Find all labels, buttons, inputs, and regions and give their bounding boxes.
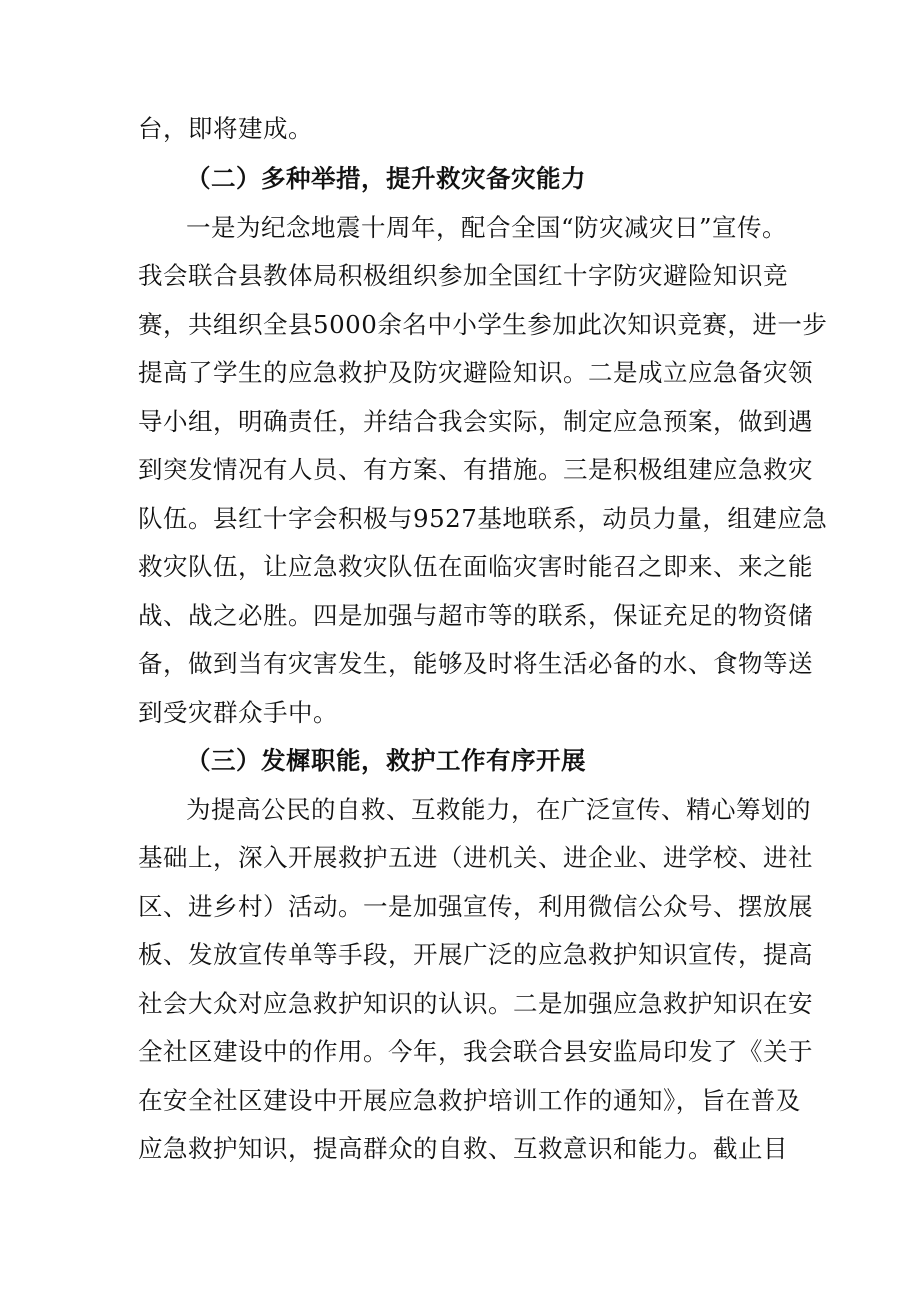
paragraph-line: 基础上，深入开展救护五进（进机关、进企业、进学校、进社 [138,843,813,872]
paragraph-line: 应急救护知识，提高群众的自救、互救意识和能力。截止目 [138,1134,788,1163]
paragraph-line: 板、发放宣传单等手段，开展广泛的应急救护知识宣传，提高 [138,940,813,969]
paragraph-line: 备，做到当有灾害发生，能够及时将生活必备的水、食物等送 [138,649,813,678]
paragraph-line: 导小组，明确责任，并结合我会实际，制定应急预案，做到遇 [138,407,813,436]
paragraph-line: 战、战之必胜。四是加强与超市等的联系，保证充足的物资储 [138,601,813,630]
paragraph-line: 到突发情况有人员、有方案、有措施。三是积极组建应急救灾 [138,455,813,484]
paragraph-line: 提高了学生的应急救护及防灾避险知识。二是成立应急备灾领 [138,358,813,387]
paragraph-line: 在安全社区建设中开展应急救护培训工作的通知》，旨在普及 [138,1086,801,1115]
paragraph-line: 我会联合县教体局积极组织参加全国红十字防灾避险知识竞 [138,261,788,290]
section-heading-2: （二）多种举措，提升救灾备灾能力 [186,164,586,193]
paragraph-line: 队伍。县红十字会积极与9527基地联系，动员力量，组建应急 [138,504,828,533]
paragraph-line: 社会大众对应急救护知识的认识。二是加强应急救护知识在安 [138,989,813,1018]
paragraph-line: 一是为纪念地震十周年，配合全国“防灾减灾日”宣传。 [186,213,788,242]
paragraph-line: 赛，共组织全县5000余名中小学生参加此次知识竞赛，进一步 [138,310,828,339]
paragraph-line: 为提高公民的自救、互救能力，在广泛宣传、精心筹划的 [186,795,811,824]
paragraph-line: 区、进乡村）活动。一是加强宣传，利用微信公众号、摆放展 [138,892,813,921]
paragraph-line: 救灾队伍，让应急救灾队伍在面临灾害时能召之即来、来之能 [138,552,813,581]
paragraph-line: 到受灾群众手中。 [138,698,338,727]
paragraph-line: 全社区建设中的作用。今年，我会联合县安监局印发了《关于 [138,1037,813,1066]
section-heading-3: （三）发樨职能，救护工作有序开展 [186,746,586,775]
paragraph-line: 台，即将建成。 [138,114,313,143]
